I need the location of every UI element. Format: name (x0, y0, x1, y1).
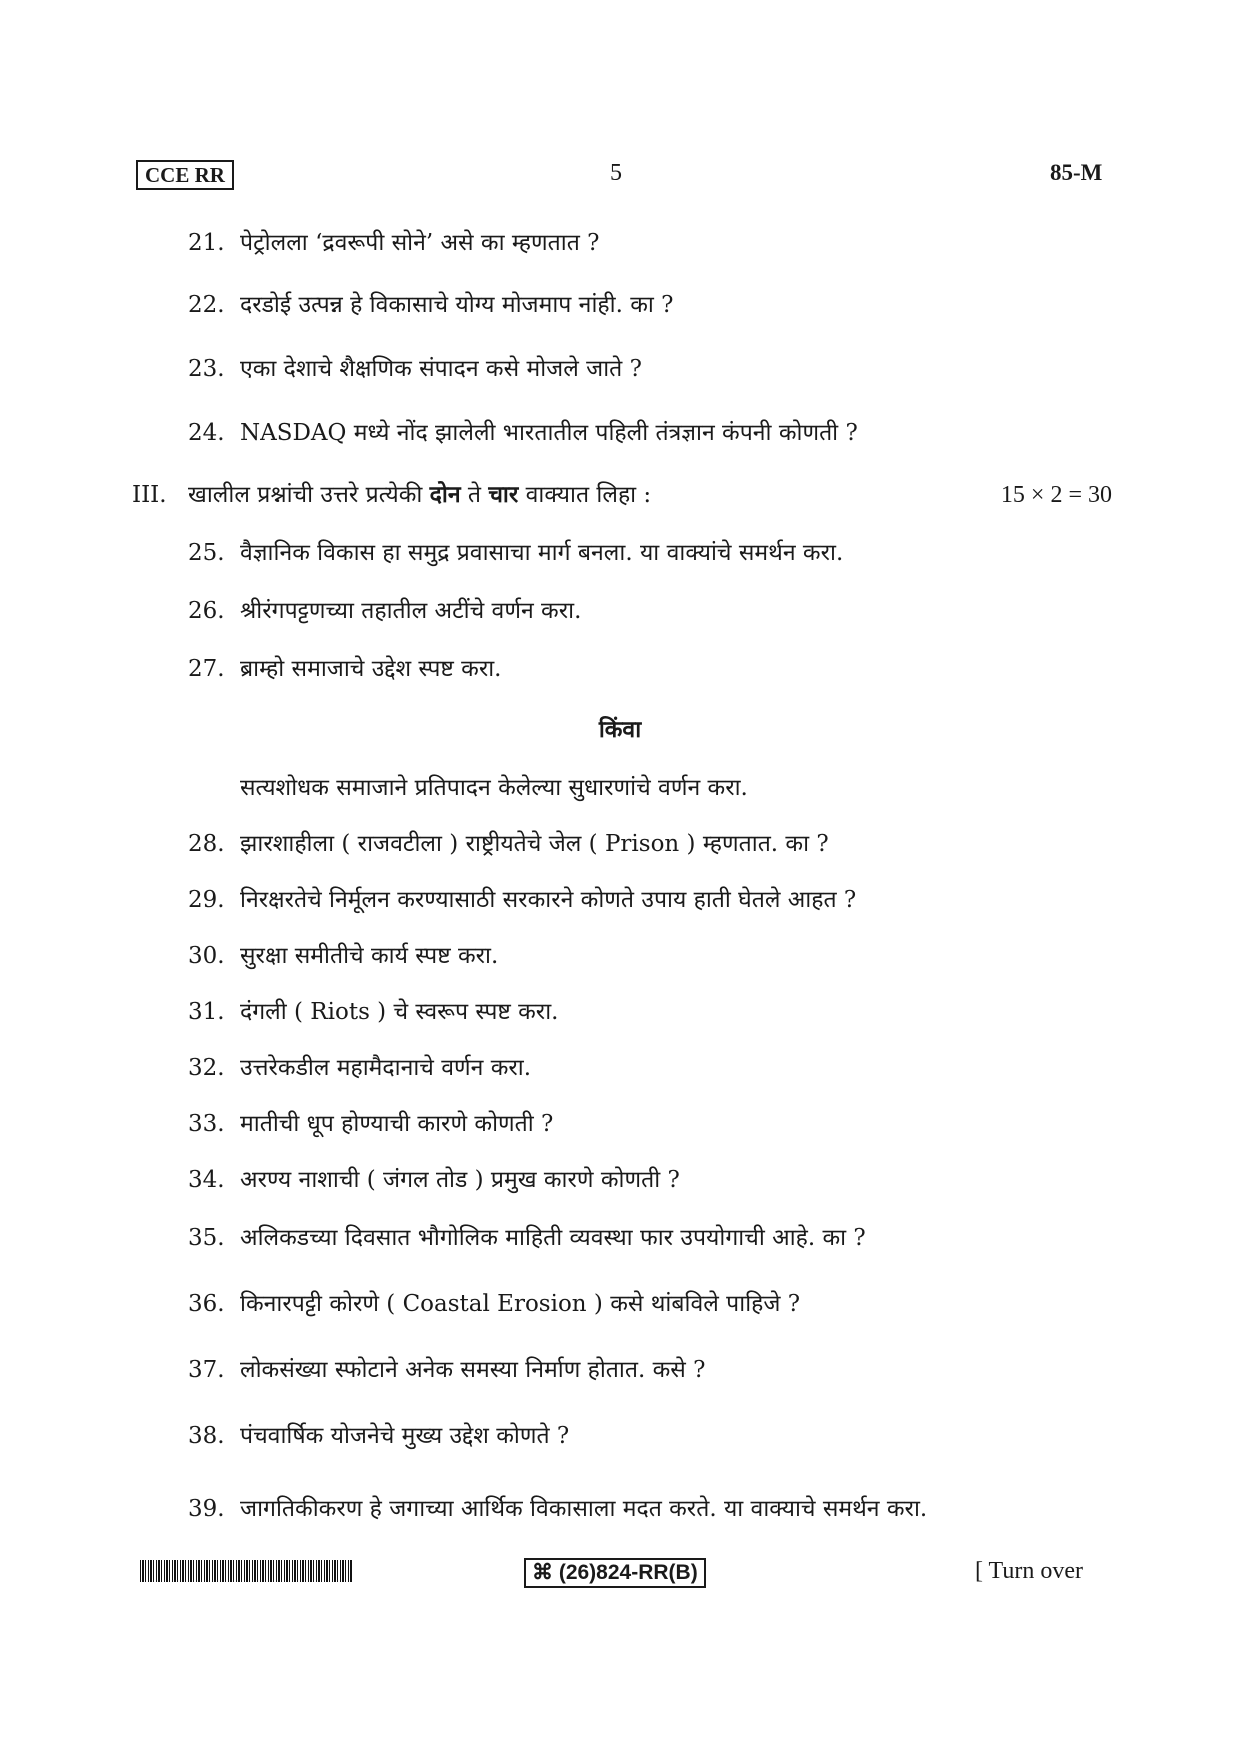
question-22 (188, 290, 673, 320)
question-text: सुरक्षा समीतीचे कार्य स्पष्ट करा. (240, 943, 499, 969)
question-text: दंगली ( Riots ) चे स्वरूप स्पष्ट करा. (240, 999, 559, 1025)
question-number: 35. (188, 1225, 225, 1251)
section-number: III. (132, 482, 167, 508)
question-26 (188, 596, 581, 626)
question-text: निरक्षरतेचे निर्मूलन करण्यासाठी सरकारने कोणते उपाय हाती घेतले आहत ? (240, 887, 857, 913)
question-text: लोकसंख्या स्फोटाने अनेक समस्या निर्माण होतात. कसे ? (240, 1357, 706, 1383)
question-27 (188, 654, 502, 684)
question-number: 31. (188, 999, 225, 1025)
question-text: जागतिकीकरण हे जगाच्या आर्थिक विकासाला मदत करते. या वाक्याचे समर्थन करा. (240, 1496, 928, 1522)
instruction-bold-two: दोन (429, 481, 461, 508)
question-text: ब्राम्हो समाजाचे उद्देश स्पष्ट करा. (240, 656, 502, 682)
question-29 (188, 885, 856, 915)
footer-code-box: ⌘ (26)824-RR(B) (524, 1558, 706, 1588)
header-code-box: CCE RR (136, 160, 234, 190)
question-text: एका देशाचे शैक्षणिक संपादन कसे मोजले जाते ? (240, 356, 642, 382)
question-number: 23. (188, 356, 225, 382)
question-number: 37. (188, 1357, 225, 1383)
question-38 (188, 1421, 569, 1451)
question-number: 25. (188, 540, 225, 566)
question-number: 27. (188, 656, 225, 682)
question-number: 30. (188, 943, 225, 969)
section-heading (132, 480, 1112, 510)
turn-over-label: [ Turn over (975, 1558, 1084, 1584)
question-text: अलिकडच्या दिवसात भौगोलिक माहिती व्यवस्था फार उपयोगाची आहे. का ? (240, 1225, 866, 1251)
alternative-question: सत्यशोधक समाजाने प्रतिपादन केलेल्या सुधारणांचे वर्णन करा. (240, 775, 748, 801)
question-text: दरडोई उत्पन्न हे विकासाचे योग्य मोजमाप नांही. का ? (240, 292, 674, 318)
question-text: पेट्रोलला ‘द्रवरूपी सोने’ असे का म्हणतात ? (240, 230, 600, 256)
instruction-bold-four: चार (488, 481, 519, 508)
question-28 (188, 829, 829, 859)
question-32 (188, 1053, 531, 1083)
section-marks: 15 × 2 = 30 (1000, 482, 1112, 508)
question-31 (188, 997, 558, 1027)
question-number: 26. (188, 598, 225, 624)
question-text: श्रीरंगपट्टणच्या तहातील अटींचे वर्णन करा. (240, 598, 582, 624)
question-number: 32. (188, 1055, 225, 1081)
instruction-text: खालील प्रश्नांची उत्तरे प्रत्येकी (188, 482, 430, 508)
instruction-text-mid: ते (460, 482, 489, 508)
question-text: अरण्य नाशाची ( जंगल तोड ) प्रमुख कारणे कोणती ? (240, 1167, 680, 1193)
question-number: 22. (188, 292, 225, 318)
question-text: उत्तरेकडील महामैदानाचे वर्णन करा. (240, 1055, 532, 1081)
question-number: 36. (188, 1291, 225, 1317)
question-23 (188, 354, 642, 384)
question-36 (188, 1289, 800, 1319)
question-number: 34. (188, 1167, 225, 1193)
barcode (140, 1560, 352, 1582)
or-label: किंवा (598, 716, 642, 743)
question-number: 38. (188, 1423, 225, 1449)
question-33 (188, 1109, 553, 1139)
question-35 (188, 1223, 866, 1253)
question-text: पंचवार्षिक योजनेचे मुख्य उद्देश कोणते ? (240, 1423, 570, 1449)
question-37 (188, 1355, 705, 1385)
question-30 (188, 941, 498, 971)
question-21 (188, 228, 599, 258)
paper-code: 85-M (1050, 160, 1103, 185)
question-number: 33. (188, 1111, 225, 1137)
question-text: झारशाहीला ( राजवटीला ) राष्ट्रीयतेचे जेल ( Prison ) म्हणतात. का ? (240, 831, 829, 857)
question-text: वैज्ञानिक विकास हा समुद्र प्रवासाचा मार्ग बनला. या वाक्यांचे समर्थन करा. (240, 540, 844, 566)
question-number: 29. (188, 887, 225, 913)
question-39 (188, 1494, 927, 1524)
instruction-text-end: वाक्यात लिहा : (518, 482, 652, 508)
question-number: 28. (188, 831, 225, 857)
question-text: मातीची धूप होण्याची कारणे कोणती ? (240, 1111, 554, 1137)
question-25 (188, 538, 843, 568)
question-text: NASDAQ मध्ये नोंद झालेली भारतातील पहिली तंत्रज्ञान कंपनी कोणती ? (240, 420, 858, 446)
question-number: 21. (188, 230, 225, 256)
question-text: किनारपट्टी कोरणे ( Coastal Erosion ) कसे थांबविले पाहिजे ? (240, 1291, 801, 1317)
question-24 (188, 418, 858, 448)
question-number: 39. (188, 1496, 225, 1522)
question-number: 24. (188, 420, 225, 446)
question-34 (188, 1165, 680, 1195)
page-number: 5 (610, 160, 622, 186)
